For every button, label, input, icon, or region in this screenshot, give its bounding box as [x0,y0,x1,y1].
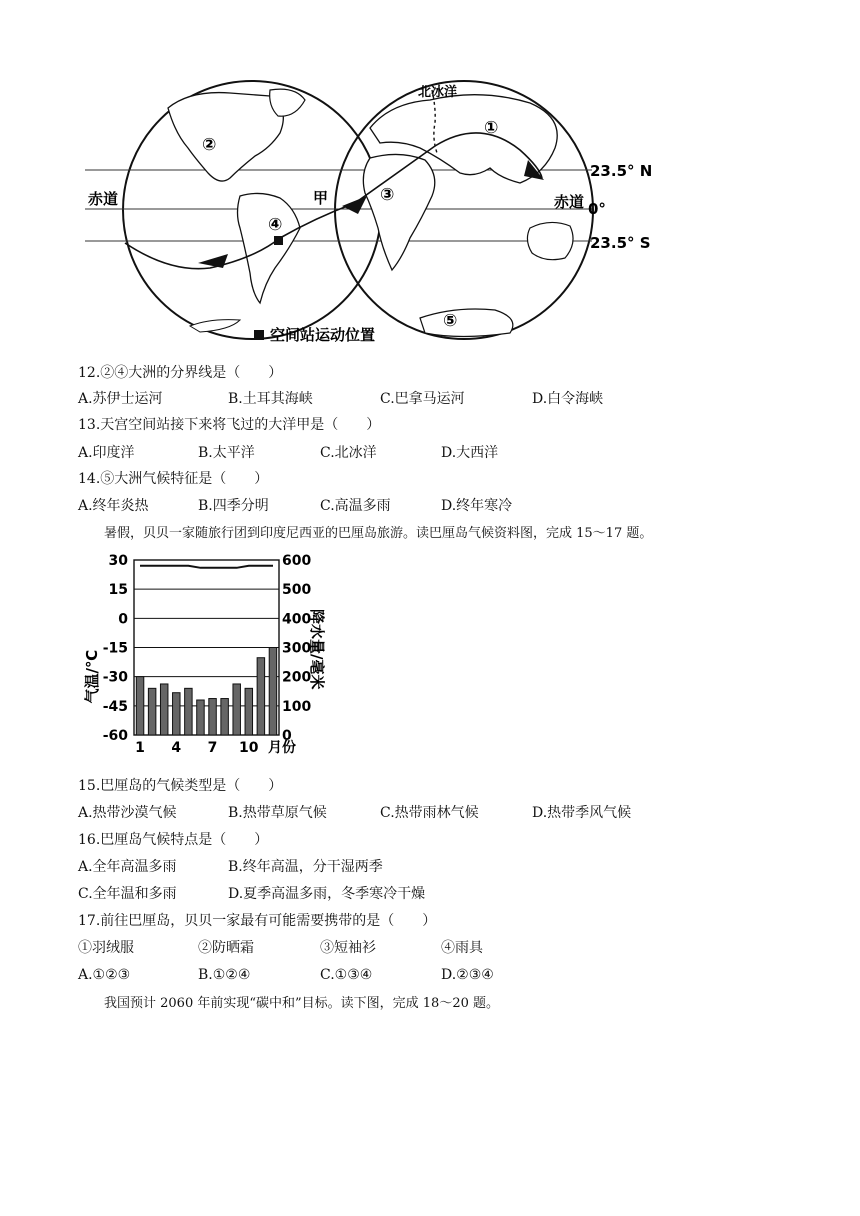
legend-label: 空间站运动位置 [270,326,376,344]
question-12-option-b[interactable]: B.土耳其海峡 [228,391,313,407]
label-lat-zero: 0° [588,200,606,218]
chart-precipitation-bar [245,688,252,735]
label-continent-5: ⑤ [443,311,458,331]
chart-x-tick: 4 [171,740,182,756]
question-14-option-d[interactable]: D.终年寒冷 [441,498,513,514]
question-13-option-d[interactable]: D.大西洋 [441,445,499,461]
chart-precipitation-bar [173,693,180,735]
question-15-option-d[interactable]: D.热带季风气候 [532,805,632,821]
question-12-option-d[interactable]: D.白令海峡 [532,391,604,407]
chart-precipitation-bar [197,700,204,735]
chart-left-tick: 30 [108,553,128,569]
world-map-figure [80,78,660,358]
chart-precipitation-bar [209,699,216,735]
greenland-landmass [270,89,305,116]
chart-right-tick: 600 [282,553,312,569]
label-continent-2: ② [202,135,217,155]
label-lat-north: 23.5° N [590,162,653,180]
chart-right-tick: 0 [282,728,292,744]
question-16-option-c[interactable]: C.全年温和多雨 [78,886,177,902]
path-arrow-1 [198,254,228,268]
chart-left-tick: -45 [102,698,128,715]
chart-precipitation-bar [269,648,276,736]
question-14-stem: 14.⑤大洲气候特征是（ ） [78,471,269,487]
south-america-landmass [238,193,301,303]
chart-left-axis-label: 气温/℃ [83,649,101,704]
chart-right-axis-label: 降水量/毫米 [308,609,326,690]
antarctica-landmass [420,309,513,337]
question-15-option-a[interactable]: A.热带沙漠气候 [78,805,177,821]
question-17-item-1: ①羽绒服 [78,940,134,956]
question-13-stem: 13.天宫空间站接下来将飞过的大洋甲是（ ） [78,417,381,433]
antarctica-left-fragment [190,320,240,332]
question-17-option-a[interactable]: A.①②③ [78,967,131,983]
question-14-option-a[interactable]: A.终年炎热 [78,498,149,514]
chart-right-tick: 200 [282,669,312,686]
chart-x-tick: 7 [207,740,218,756]
question-15-option-c[interactable]: C.热带雨林气候 [380,805,479,821]
question-15-stem: 15.巴厘岛的气候类型是（ ） [78,778,283,794]
chart-x-tick: 10 [239,740,259,756]
legend-marker [254,330,264,340]
label-equator-right: 赤道 [554,193,585,211]
chart-x-axis-label: 月份 [268,740,296,756]
question-16-option-b[interactable]: B.终年高温，分干湿两季 [228,859,383,875]
chart-left-tick: -30 [102,669,128,686]
intro-bali: 暑假，贝贝一家随旅行团到印度尼西亚的巴厘岛旅游。读巴厘岛气候资料图，完成 15～17 题。 [104,526,653,541]
chart-x-tick: 1 [135,740,145,756]
question-17-option-c[interactable]: C.①③④ [320,967,373,983]
question-17-option-d[interactable]: D.②③④ [441,967,494,983]
question-17-item-3: ③短袖衫 [320,940,376,956]
label-continent-3: ③ [380,185,395,205]
label-continent-4: ④ [268,215,283,235]
chart-precipitation-bar [148,688,155,735]
chart-precipitation-bar [185,688,192,735]
question-12-option-c[interactable]: C.巴拿马运河 [380,391,465,407]
chart-right-tick: 100 [282,698,312,715]
australia-landmass [527,222,573,259]
label-jia: 甲 [313,189,329,207]
north-america-landmass [168,93,283,181]
question-15-option-b[interactable]: B.热带草原气候 [228,805,327,821]
chart-left-tick: -15 [102,640,128,657]
question-17-option-b[interactable]: B.①②④ [198,967,251,983]
question-14-option-c[interactable]: C.高温多雨 [320,498,391,514]
chart-right-tick: 400 [282,611,312,628]
chart-precipitation-bar [257,658,264,735]
chart-left-tick: 15 [108,582,128,599]
question-16-stem: 16.巴厘岛气候特点是（ ） [78,832,269,848]
question-12-stem: 12.②④大洲的分界线是（ ） [78,365,283,381]
label-continent-1: ① [484,118,499,138]
question-17-item-2: ②防晒霜 [198,940,254,956]
intro-carbon-neutral: 我国预计 2060 年前实现“碳中和”目标。读下图，完成 18～20 题。 [104,996,499,1011]
bali-climate-chart [78,548,328,760]
chart-temperature-line [140,566,273,568]
chart-left-tick: -60 [102,728,128,744]
question-12-option-a[interactable]: A.苏伊士运河 [78,391,163,407]
chart-left-tick: 0 [118,611,128,628]
chart-precipitation-bar [221,699,228,735]
question-17-item-4: ④雨具 [441,940,483,956]
question-13-option-a[interactable]: A.印度洋 [78,445,135,461]
question-13-option-c[interactable]: C.北冰洋 [320,445,377,461]
chart-precipitation-bar [136,677,143,735]
chart-precipitation-bar [233,684,240,735]
label-arctic-ocean: 北冰洋 [418,85,458,100]
question-17-stem: 17.前往巴厘岛，贝贝一家最有可能需要携带的是（ ） [78,913,437,929]
chart-right-tick: 300 [282,640,312,657]
question-16-option-a[interactable]: A.全年高温多雨 [78,859,177,875]
space-station-marker [274,236,283,245]
path-arrow-2 [342,196,367,214]
chart-right-tick: 500 [282,582,312,599]
question-16-option-d[interactable]: D.夏季高温多雨，冬季寒冷干燥 [228,886,426,902]
chart-precipitation-bar [160,684,167,735]
label-equator-left: 赤道 [88,190,119,208]
question-13-option-b[interactable]: B.太平洋 [198,445,255,461]
question-14-option-b[interactable]: B.四季分明 [198,498,269,514]
label-lat-south: 23.5° S [590,234,651,252]
